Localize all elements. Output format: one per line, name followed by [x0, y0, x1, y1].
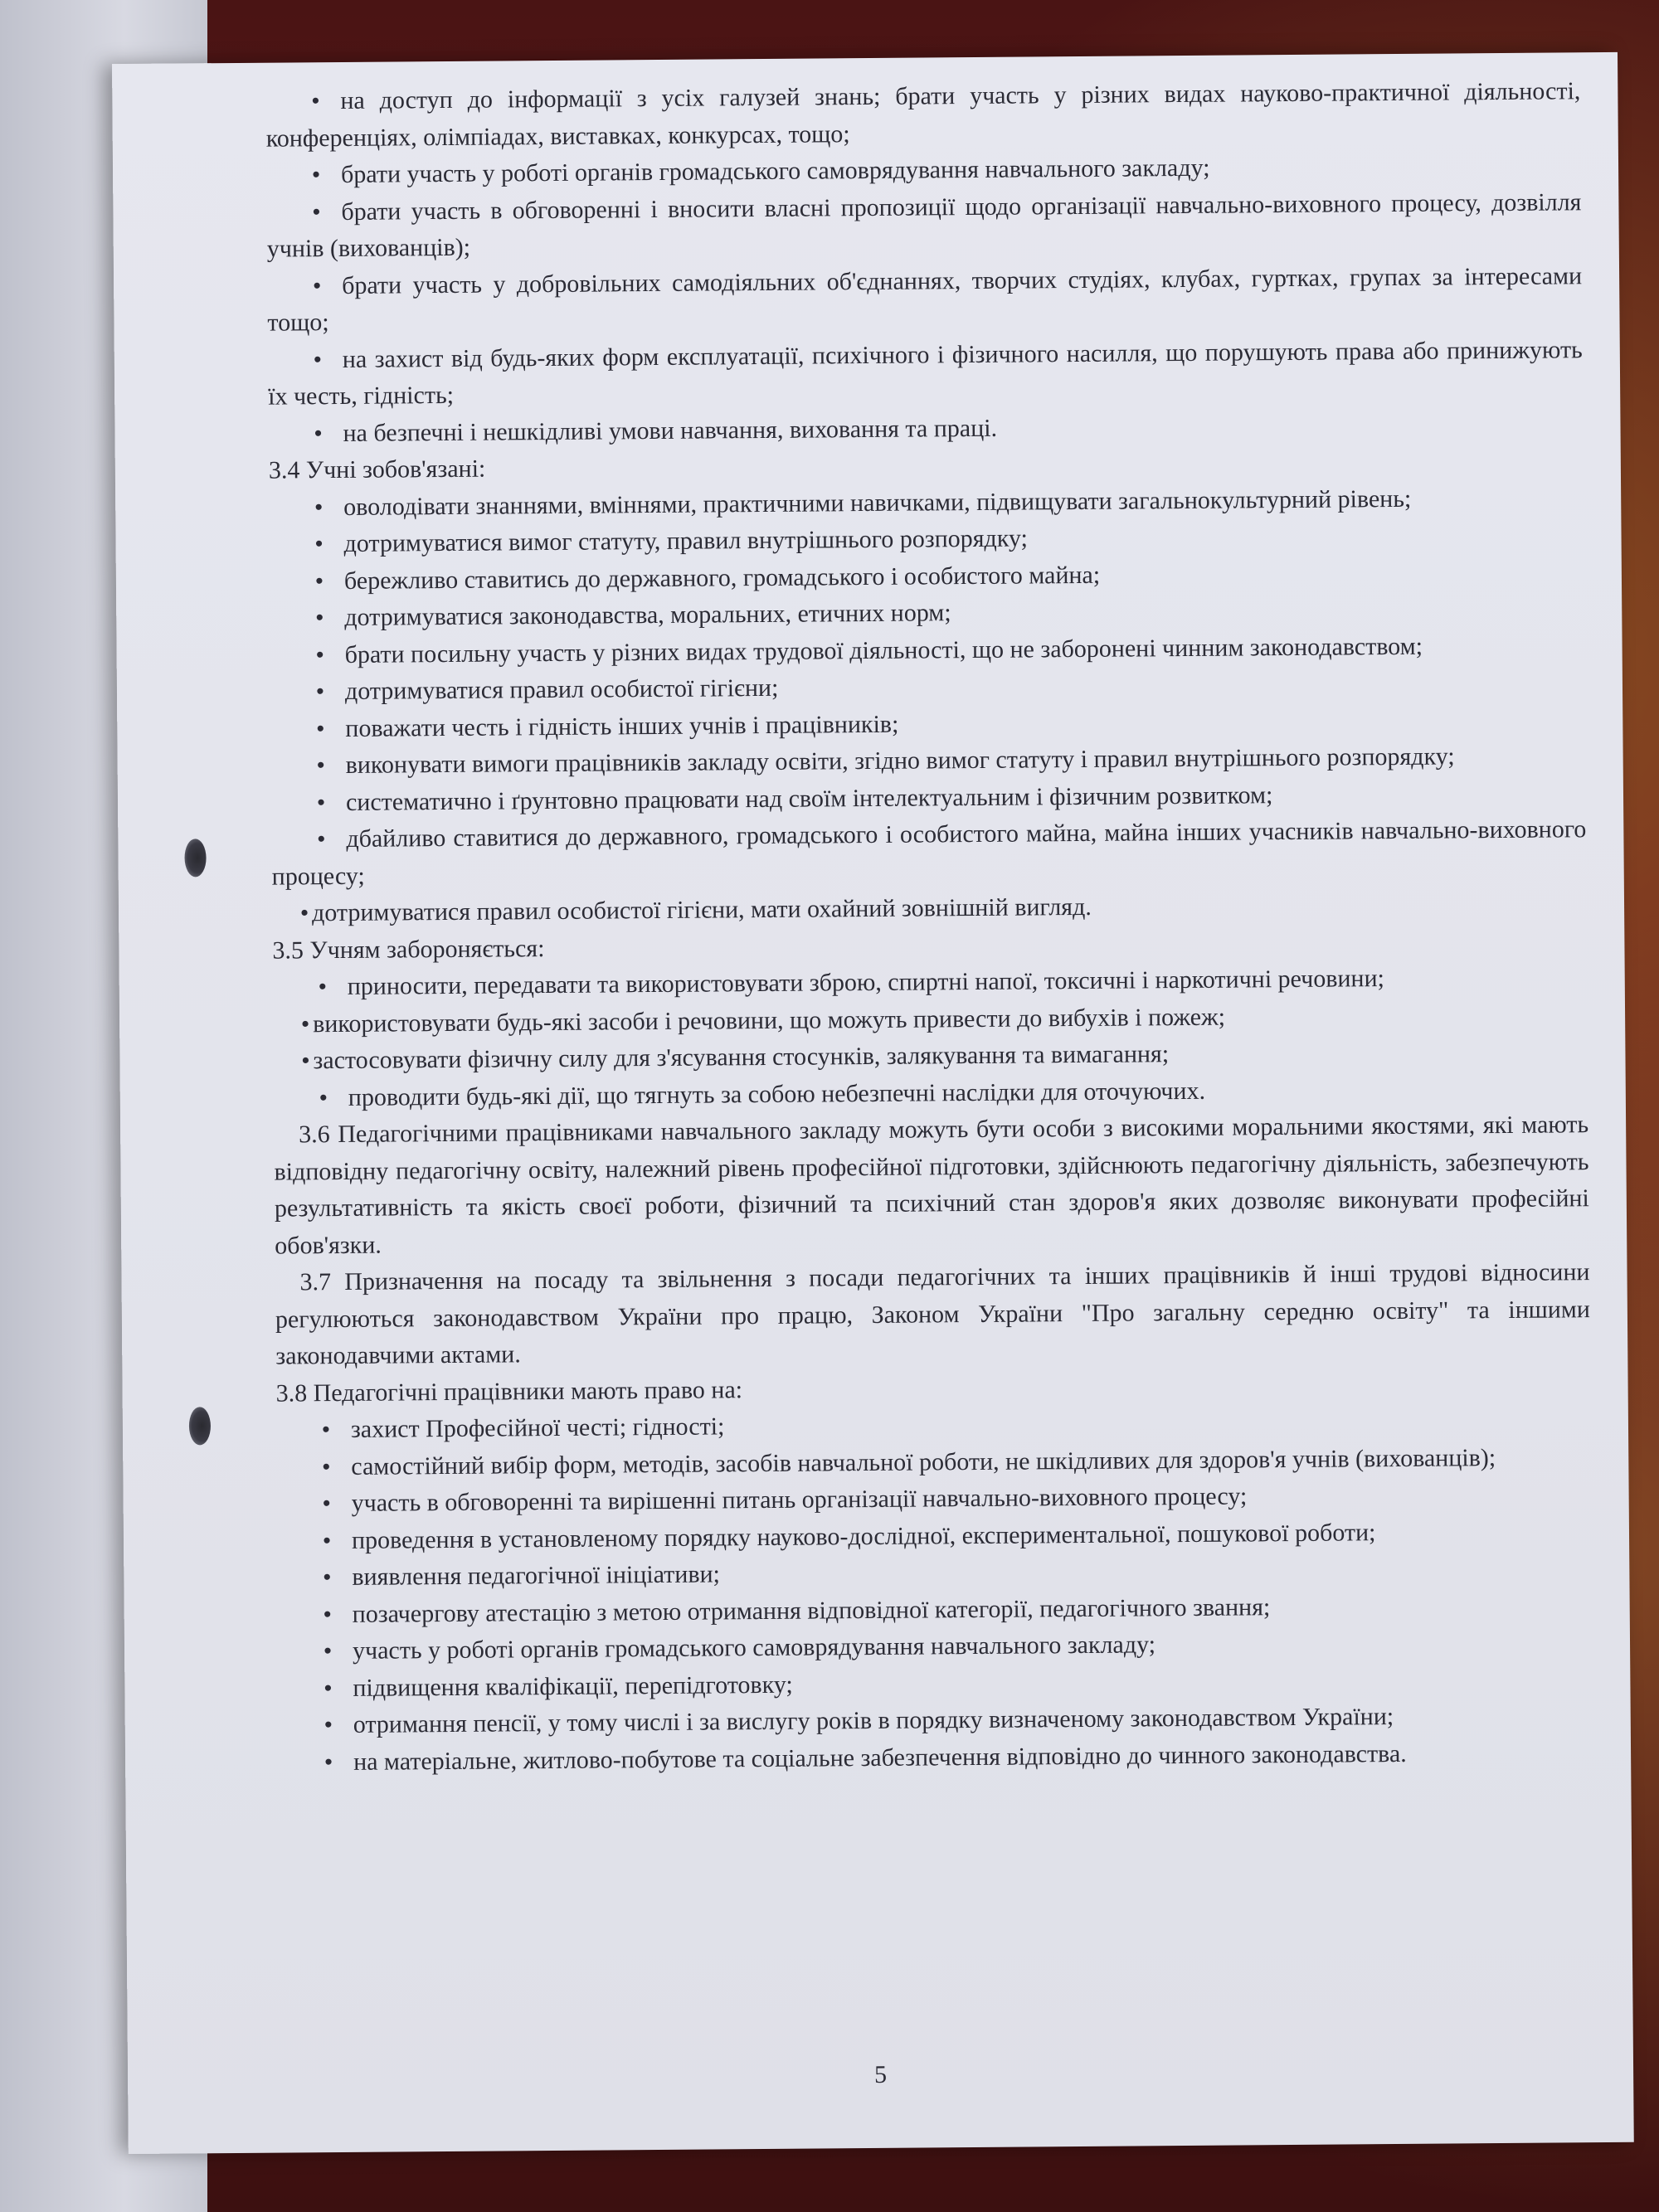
list-item: • на доступ до інформації з усіх галузей знань; брати участь у різних видах науково-практичної діяльності, конференціях, олімпіадах, виставках, конкурсах, тощо; — [265, 77, 1581, 153]
list-item: • захист Професійної честі; гідності; — [276, 1402, 1591, 1449]
list-item: • на матеріальне, житлово-побутове та соціальне забезпечення відповідно до чинного законодавства. — [279, 1734, 1593, 1782]
list-item: • на захист від будь-яких форм експлуатації, психічного і фізичного насилля, що порушують права або принижують їх честь, гідність; — [268, 335, 1583, 411]
bullet-icon: • — [314, 566, 324, 595]
bullet-icon: • — [315, 714, 325, 742]
document-page — [112, 52, 1634, 2154]
list-item: • брати посильну участь у різних видах трудової діяльності, що не заборонені чинним законодавством; — [270, 627, 1584, 674]
list-item: • дбайливо ставитися до державного, громадського і особистого майна, майна інших учасників навчально-виховного процесу; — [271, 815, 1587, 891]
list-item: • виконувати вимоги працівників закладу освіти, згідно вимог статуту і правил внутрішнього розпорядку; — [271, 737, 1586, 785]
bullet-icon: • — [321, 1452, 331, 1480]
punch-hole-top — [184, 839, 206, 877]
bullet-icon: • — [314, 604, 324, 632]
list-item: • систематично і ґрунтовно працювати над своїм інтелектуальним і фізичним розвитком; — [271, 775, 1586, 822]
list-item: • брати участь у роботі органів громадського самоврядування навчального закладу; — [266, 147, 1581, 194]
section-3-5-list — [273, 959, 1588, 1116]
list-item: • самостійний вибір форм, методів, засобів навчальної роботи, не шкідливих для здоров'я учнів (вихованців); — [276, 1439, 1591, 1486]
bullet-icon: • — [316, 825, 326, 853]
list-item: • проведення в установленому порядку науково-дослідної, експериментальної, пошукової роботи; — [277, 1513, 1592, 1560]
list-item: • підвищення кваліфікації, перепідготовку; — [278, 1660, 1593, 1708]
list-item: • виявлення педагогічної ініціативи; — [277, 1549, 1592, 1597]
list-item: • дотримуватися правил особистої гігієни; — [270, 664, 1585, 711]
list-item: • використовувати будь-які засоби і речовини, що можуть привести до вибухів і пожеж; — [273, 996, 1588, 1043]
list-item: • оволодівати знаннями, вміннями, практичними навичками, підвищувати загальнокультурний рівень; — [269, 479, 1584, 527]
list-item: • на безпечні і нешкідливі умови навчання, виховання та праці. — [268, 406, 1583, 453]
bullet-icon: • — [301, 1047, 310, 1075]
page-content — [265, 73, 1593, 1781]
bullet-icon: • — [312, 271, 322, 299]
section-3-5-heading: 3.5 Учням забороняється: — [272, 934, 545, 965]
page-number: 5 — [873, 2060, 888, 2088]
bullet-icon: • — [311, 161, 321, 189]
bullet-icon: • — [322, 1526, 332, 1554]
list-item: • поважати честь і гідність інших учнів і працівників; — [270, 701, 1585, 748]
bullet-icon: • — [312, 197, 321, 226]
list-item: • приносити, передавати та використовувати зброю, спиртні напої, токсичні і наркотичні речовини; — [273, 959, 1588, 1006]
list-item: • застосовувати фізичну силу для з'ясування стосунків, залякування та вимагання; — [273, 1033, 1588, 1080]
list-item: • брати участь у добровільних самодіяльних об'єднаннях, творчих студіях, клубах, гуртках, групах за інтересами тощо; — [267, 261, 1583, 337]
bullet-icon: • — [313, 345, 323, 373]
bullet-icon: • — [322, 1490, 332, 1518]
bullet-icon: • — [315, 678, 325, 706]
bullet-icon: • — [316, 751, 326, 780]
bullet-icon: • — [310, 87, 320, 115]
bullet-icon: • — [314, 530, 324, 558]
bullet-icon: • — [321, 1416, 331, 1444]
bullet-icon: • — [300, 1009, 310, 1038]
section-3-8-list — [276, 1402, 1593, 1781]
section-3-7-paragraph: 3.7 Призначення на посаду та звільнення з посади педагогічних та інших працівників й інші трудові відносини регулюються законодавством України про працю, Законом України "Про загальну середню освіту" та іншими законодавчими актами. — [275, 1258, 1591, 1370]
section-3-4-heading: 3.4 Учні зобов'язані: — [268, 455, 486, 484]
bullet-icon: • — [314, 493, 324, 521]
punch-hole-bottom — [189, 1407, 211, 1445]
list-item: • брати участь в обговоренні і вносити власні пропозиції щодо організації навчально-виховного процесу, дозвілля учнів (вихованців); — [266, 187, 1582, 263]
list-item: • дотримуватися законодавства, моральних, етичних норм; — [270, 590, 1584, 637]
list-item: • позачергову атестацію з метою отримання відповідної категорії, педагогічного звання; — [278, 1587, 1593, 1634]
list-item: • дотримуватися вимог статуту, правил внутрішнього розпорядку; — [269, 516, 1584, 563]
bullet-icon: • — [319, 1083, 328, 1111]
list-item: • отримання пенсії, у тому числі і за вислугу років в порядку визначеному законодавством України; — [279, 1697, 1593, 1744]
bullet-icon: • — [318, 973, 328, 1001]
bullet-icon: • — [323, 1637, 333, 1665]
bullet-icon: • — [322, 1563, 332, 1592]
bullet-icon: • — [324, 1674, 333, 1702]
bullet-icon: • — [324, 1711, 333, 1739]
bullet-icon: • — [316, 788, 326, 816]
section-3-4-list — [269, 479, 1587, 932]
section-3-6-paragraph: 3.6 Педагогічними працівниками навчального закладу можуть бути особи з високими моральними якостями, які мають відповідну педагогічну освіту, належний рівень професійної підготовки, здійснюють педагогічну діяльність, забезпечують результативність та якість своєї роботи, фізичний та психічний стан здоров'я яких дозволяє виконувати професійні обов'язки. — [274, 1111, 1589, 1260]
bullet-icon: • — [314, 419, 323, 447]
section-3-8-heading: 3.8 Педагогічні працівники мають право на: — [275, 1375, 743, 1407]
bullet-icon: • — [299, 899, 309, 927]
list-item: • участь в обговоренні та вирішенні питань організації навчально-виховного процесу; — [276, 1475, 1591, 1523]
list-item: • участь у роботі органів громадського самоврядування навчального закладу; — [278, 1623, 1593, 1670]
list-item: • дотримуватися правил особистої гігієни, мати охайний зовнішній вигляд. — [272, 885, 1587, 932]
bullet-icon: • — [323, 1600, 333, 1628]
list-item: • бережливо ставитись до державного, громадського і особистого майна; — [270, 553, 1584, 600]
bullet-icon: • — [315, 640, 325, 668]
list-item: • проводити будь-які дії, що тягнуть за собою небезпечні наслідки для оточуючих. — [274, 1070, 1588, 1117]
rights-list — [265, 73, 1583, 452]
bullet-icon: • — [324, 1748, 333, 1776]
